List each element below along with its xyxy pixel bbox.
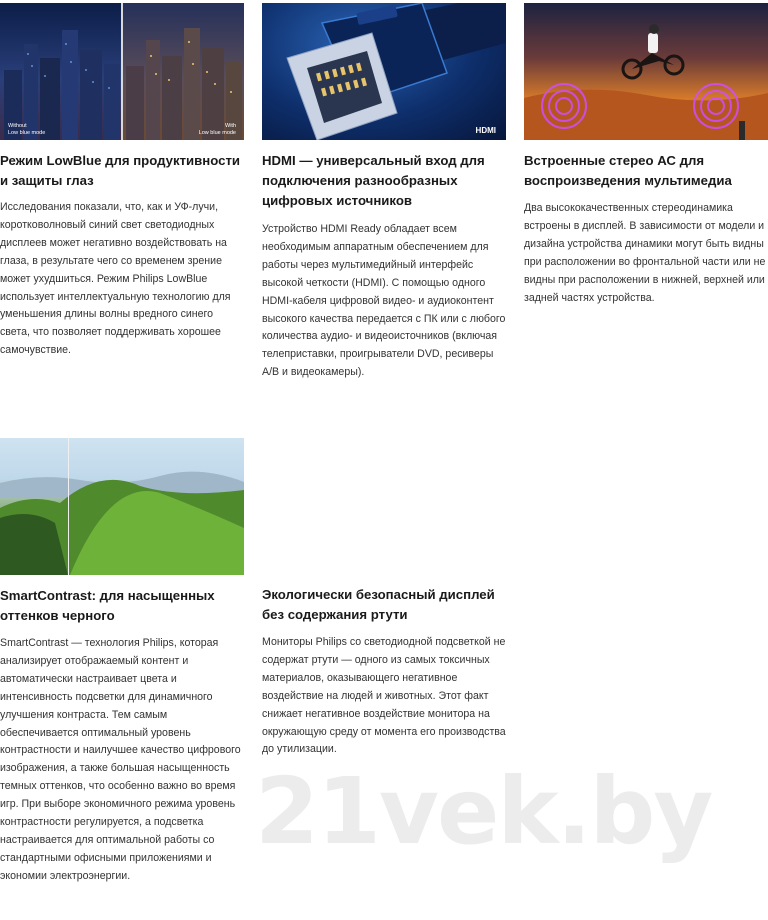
feature-description: Мониторы Philips со светодиодной подсветкой не содержат ртути — одного из самых токсичных материалов, оказывающего негативное воздействие на людей и животных. Этот факт снижает негативное воздействие монитора на окружающую среду от момента его производства до утилизации. [262,636,506,756]
smartcontrast-landscape-image [0,438,244,575]
feature-card-lowblue [0,3,244,360]
watermark: 21vek.by [255,758,712,865]
feature-card-smartcontrast [0,438,244,886]
stereo-speakers-image [524,3,768,140]
motocross-rider-icon [623,24,683,78]
feature-description: Два высококачественных стереодинамика встроены в дисплей. В зависимости от модели и дизайна устройства динамики могут быть видны при расположении во фронтальной части или не видны при расположении в нижней, верхней или задней частях устройства. [524,202,766,304]
hdmi-connector-icon [262,3,506,140]
caption-with-lowblue: With Low blue mode [198,123,236,136]
comparison-divider [68,438,69,575]
feature-card-stereo [524,3,768,307]
comparison-divider [121,3,123,140]
feature-title: Встроенные стерео АС для воспроизведения мультимедиа [524,153,732,188]
feature-description: Устройство HDMI Ready обладает всем необходимым аппаратным обеспечением для работы через мультимедийный интерфейс высокой четкости (HDMI). С помощью одного HDMI-кабеля цифровой видео- и аудиоконтент высокого качества передается с ПК или с любого количества аудио- и видеоисточников (включая телеприставки, проигрыватели DVD, ресиверы A/B и видеокамеры). [262,223,506,379]
lowblue-city-image [0,3,244,140]
feature-title: SmartContrast: для насыщенных оттенков черного [0,588,215,623]
feature-description: Исследования показали, что, как и УФ-лучи, коротковолновый синий свет светодиодных дисплеев может негативно воздействовать на глаза, в результате чего со временем зрение может ухудшиться. Режим Philips LowBlue использует интеллектуальную технологию для уменьшения длины волны вредного синего света, что позволяет поддерживать хорошее самочувствие. [0,201,231,357]
hdmi-connector-image [262,3,506,140]
caption-without-lowblue: Without Low blue mode [8,123,46,136]
feature-card-hdmi [262,3,506,382]
hdmi-logo-text: HDMI [475,126,496,135]
feature-description: SmartContrast — технология Philips, которая анализирует отображаемый контент и автоматически настраивает цвета и интенсивность подсветки для динамичного улучшения контраста. Тем самым обеспечивается оптимальный уровень контрастности и наилучшее качество цифрового изображения, а также большая насыщенность темных оттенков, что особенно важно во время игр. При выборе экономичного режима уровень контрастности регулируется, а подсветка настраивается для оптимальной работы со стандартными офисными приложениями и экономии электроэнергии. [0,637,241,882]
feature-title: Режим LowBlue для продуктивности и защиты глаз [0,153,241,188]
feature-title: HDMI — универсальный вход для подключения разнообразных цифровых источников [262,153,485,208]
feature-title: Экологически безопасный дисплей без содержания ртути [262,587,495,622]
feature-card-eco [262,585,506,759]
